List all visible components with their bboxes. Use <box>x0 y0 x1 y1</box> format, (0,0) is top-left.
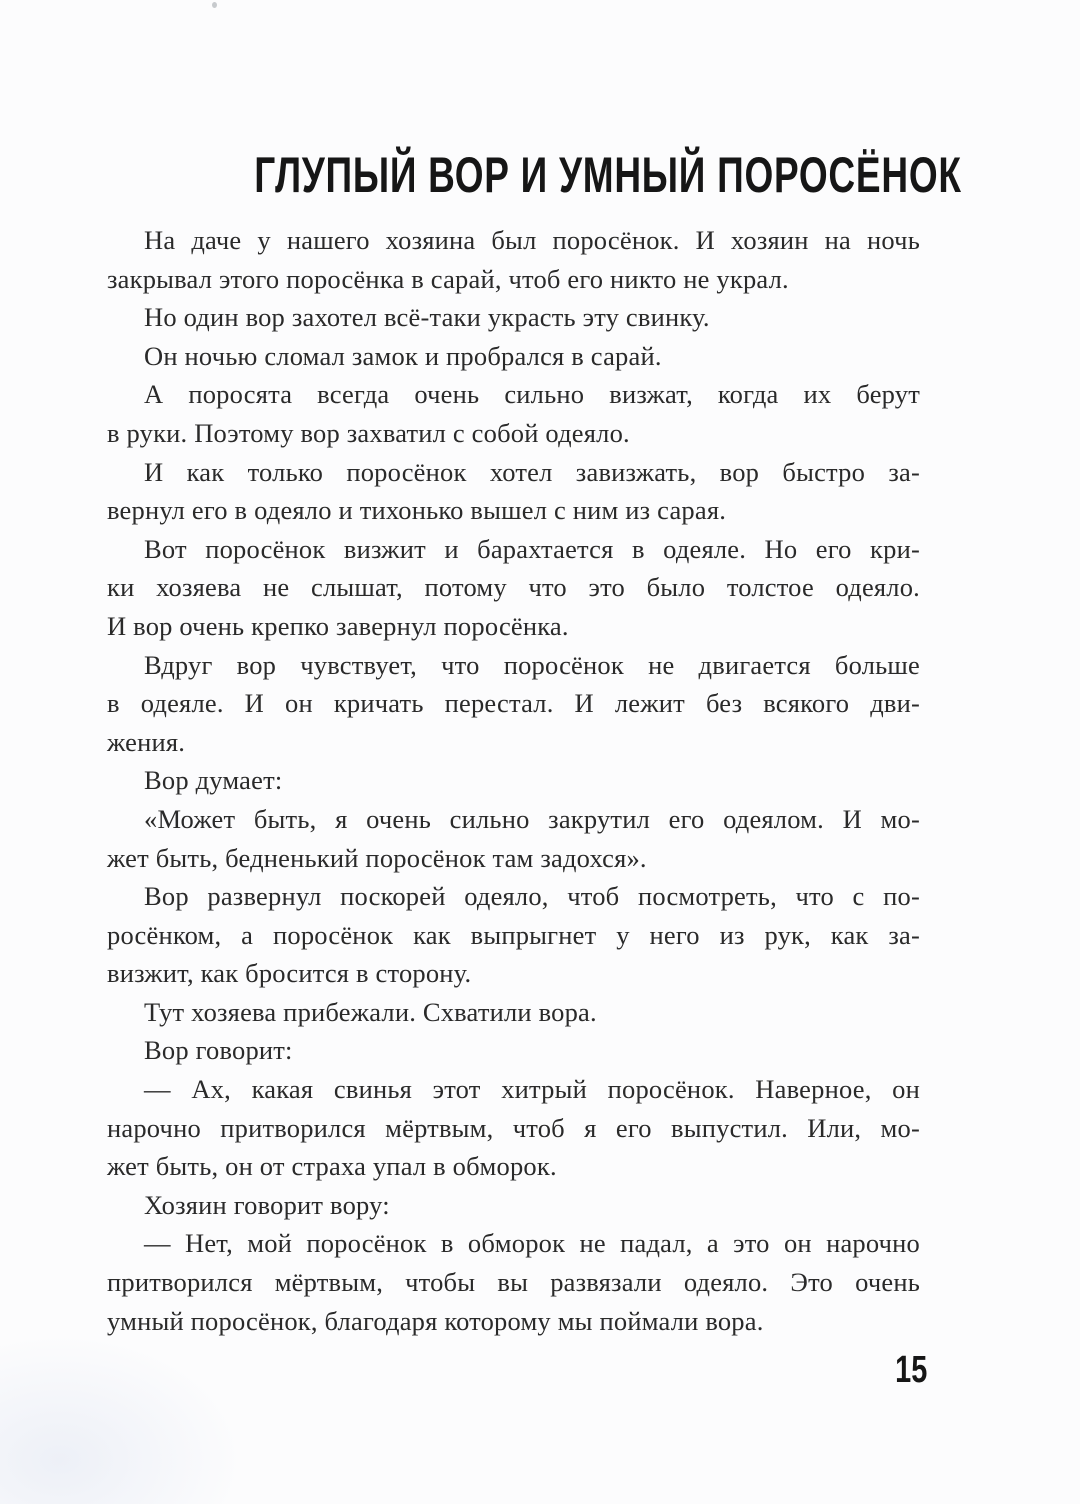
text-line: «Может быть, я очень сильно закрутил его одеялом. И мо- <box>144 803 920 834</box>
text-line: Вор думает: <box>144 765 283 796</box>
text-line: И как только поросёнок хотел завизжать, вор быстро за- <box>144 456 920 487</box>
text-line: Хозяин говорит вору: <box>144 1189 390 1220</box>
text-line: Вдруг вор чувствует, что поросёнок не двигается больше <box>144 649 920 680</box>
text-line: жет быть, он от страха упал в обморок. <box>107 1151 557 1182</box>
page-number-text: 15 <box>894 1349 927 1391</box>
story-title-text: ГЛУПЫЙ ВОР И УМНЫЙ ПОРОСЁНОК <box>254 147 962 203</box>
text-line: Тут хозяева прибежали. Схватили вора. <box>144 996 597 1027</box>
text-line: нарочно притворился мёртвым, чтоб я его выпустил. Или, мо- <box>107 1112 920 1143</box>
text-line: И вор очень крепко завернул поросёнка. <box>107 610 569 641</box>
text-line: визжит, как бросится в сторону. <box>107 958 472 989</box>
text-line: Вор развернул поскорей одеяло, чтоб посмотреть, что с по- <box>144 881 920 912</box>
text-line: закрывал этого поросёнка в сарай, чтоб его никто не украл. <box>107 263 789 294</box>
text-line: жения. <box>107 726 186 757</box>
text-line: Вот поросёнок визжит и барахтается в одеяле. Но его кри- <box>144 533 920 564</box>
text-line: На даче у нашего хозяина был поросёнок. И хозяин на ночь <box>144 225 920 255</box>
text-line: Но один вор захотел всё-таки украсть эту свинку. <box>144 302 710 333</box>
story-title <box>130 147 962 203</box>
text-line: в одеяле. И он кричать перестал. И лежит без всякого дви- <box>107 688 920 719</box>
text-line: притворился мёртвым, чтобы вы развязали одеяло. Это очень <box>107 1267 920 1298</box>
text-line: жет быть, бедненький поросёнок там задохся». <box>107 842 647 873</box>
text-line: Он ночью сломал замок и пробрался в сарай. <box>144 340 662 371</box>
text-line: Вор говорит: <box>144 1035 293 1066</box>
text-line: А поросята всегда очень сильно визжат, когда их берут <box>144 379 920 410</box>
scan-speck-artifact <box>212 2 217 8</box>
story-text <box>107 221 920 1340</box>
text-line: вернул его в одеяло и тихонько вышел с ним из сарая. <box>107 495 727 526</box>
text-line: ки хозяева не слышат, потому что это было толстое одеяло. <box>107 572 920 603</box>
text-line: в руки. Поэтому вор захватил с собой одеяло. <box>107 417 630 448</box>
text-line: — Ах, какая свинья этот хитрый поросёнок. Наверное, он <box>144 1074 920 1105</box>
text-line: умный поросёнок, благодаря которому мы поймали вора. <box>107 1305 764 1336</box>
text-line: — Нет, мой поросёнок в обморок не падал, а это он нарочно <box>144 1228 920 1259</box>
page-number <box>885 1350 927 1390</box>
text-line: росёнком, а поросёнок как выпрыгнет у него из рук, как за- <box>107 919 920 950</box>
